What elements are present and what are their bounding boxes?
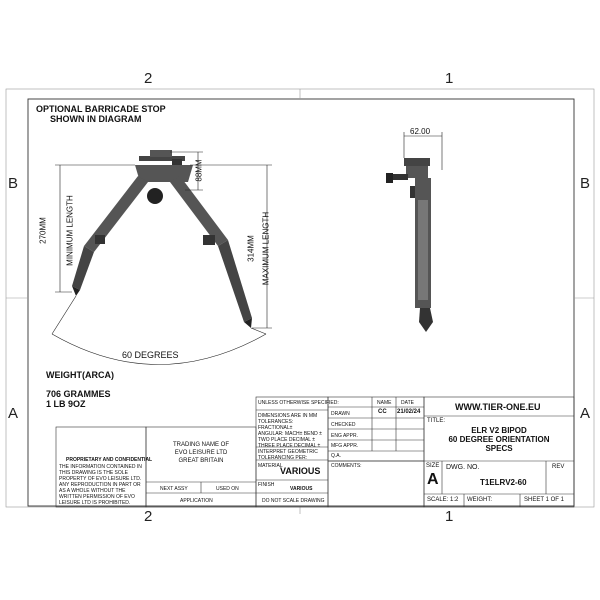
title-label: TITLE: <box>427 418 446 424</box>
signoff-date-header: DATE <box>401 400 414 406</box>
zone-bottom-2: 2 <box>144 508 153 525</box>
spec-two-place: TWO PLACE DECIMAL ± <box>258 437 316 443</box>
bipod-front-view <box>72 150 252 328</box>
weight-field-label: WEIGHT: <box>467 497 492 503</box>
finish-value: VARIOUS <box>290 486 313 492</box>
company-line1: TRADING NAME OF <box>172 442 229 448</box>
proprietary-body: THE INFORMATION CONTAINED IN THIS DRAWING IS THE SOLE PROPERTY OF EVO LEISURE LTD. ANY REPRODUCTION IN PART OR AS A WHOLE WITHOUT THE WRITTEN PERMISSION OF EVO LEISURE LTD IS PROHIBITED. <box>59 464 142 506</box>
size-value: A <box>427 471 439 488</box>
zone-right-a: A <box>580 405 591 422</box>
drawn-by: CC <box>378 409 387 415</box>
zone-left-b: B <box>8 175 19 192</box>
width-dim: 62.00 <box>410 127 431 136</box>
bipod-side-view <box>386 158 433 332</box>
spec-three-place: THREE PLACE DECIMAL ± <box>258 443 321 449</box>
spec-angular: ANGULAR: MACH± BEND ± <box>258 431 322 437</box>
checked-label: CHECKED <box>331 422 356 428</box>
title-line1: ELR V2 BIPOD <box>471 426 527 435</box>
title-line3: SPECS <box>485 444 513 453</box>
comments-label: COMMENTS: <box>331 463 362 469</box>
angle-dim: 60 DEGREES <box>122 350 179 360</box>
size-label: SIZE <box>426 463 440 469</box>
rev-label: REV <box>552 464 565 470</box>
drawing-title <box>424 426 574 453</box>
title-line2: 60 DEGREE ORIENTATION <box>448 435 550 444</box>
application-label: APPLICATION <box>180 498 213 504</box>
spec-fractional: FRACTIONAL± <box>258 425 293 431</box>
zone-top-1: 1 <box>445 70 454 87</box>
signoff-name-header: NAME <box>377 400 392 406</box>
spec-interpret: INTERPRET GEOMETRIC TOLERANCING PER: <box>258 449 318 461</box>
min-length-dim: 270MM <box>38 217 48 244</box>
weight-grams: 706 GRAMMES <box>46 389 111 399</box>
material-value: VARIOUS <box>280 466 321 476</box>
spec-dims-mm: DIMENSIONS ARE IN MM <box>258 413 318 419</box>
next-assy-label: NEXT ASSY <box>160 486 188 492</box>
weight-label: WEIGHT(ARCA) <box>46 370 114 380</box>
eng-appr-label: ENG APPR. <box>331 433 358 439</box>
scale-label: SCALE: 1:2 <box>427 497 459 503</box>
finish-label: FINISH <box>258 482 275 488</box>
material-label: MATERIAL <box>258 463 283 469</box>
mfg-appr-label: MFG APPR. <box>331 443 359 449</box>
dwg-no-label: DWG. NO. <box>446 464 480 471</box>
zone-left-a: A <box>8 405 19 422</box>
website: WWW.TIER-ONE.EU <box>455 402 541 412</box>
head-dim: 88MM <box>194 159 204 182</box>
company-block <box>146 441 256 465</box>
drawn-label: DRAWN <box>331 411 350 417</box>
zone-bottom-1: 1 <box>445 508 454 525</box>
max-length-dim: 314MM <box>246 235 256 262</box>
dwg-no: T1ELRV2-60 <box>480 478 527 487</box>
barricade-note-line1: OPTIONAL BARRICADE STOP <box>36 104 166 114</box>
zone-top-2: 2 <box>144 70 153 87</box>
company-line2: EVO LEISURE LTD <box>174 450 228 456</box>
sheet-label: SHEET 1 OF 1 <box>524 497 564 503</box>
spec-tolerances: TOLERANCES: <box>258 419 294 425</box>
max-length-label: MAXIMUM LENGTH <box>261 211 271 286</box>
zone-right-b: B <box>580 175 591 192</box>
barricade-note-line2: SHOWN IN DIAGRAM <box>50 114 142 124</box>
no-scale-note: DO NOT SCALE DRAWING <box>262 498 325 504</box>
company-line3: GREAT BRITAIN <box>178 458 224 464</box>
min-length-label: MINIMUM LENGTH <box>65 195 75 266</box>
used-on-label: USED ON <box>216 486 239 492</box>
qa-label: Q.A. <box>331 453 342 459</box>
proprietary-title: PROPRIETARY AND CONFIDENTIAL <box>66 457 153 463</box>
weight-imperial: 1 LB 9OZ <box>46 399 86 409</box>
drawn-date: 21/02/24 <box>397 409 421 415</box>
spec-header: UNLESS OTHERWISE SPECIFIED: <box>258 400 339 406</box>
